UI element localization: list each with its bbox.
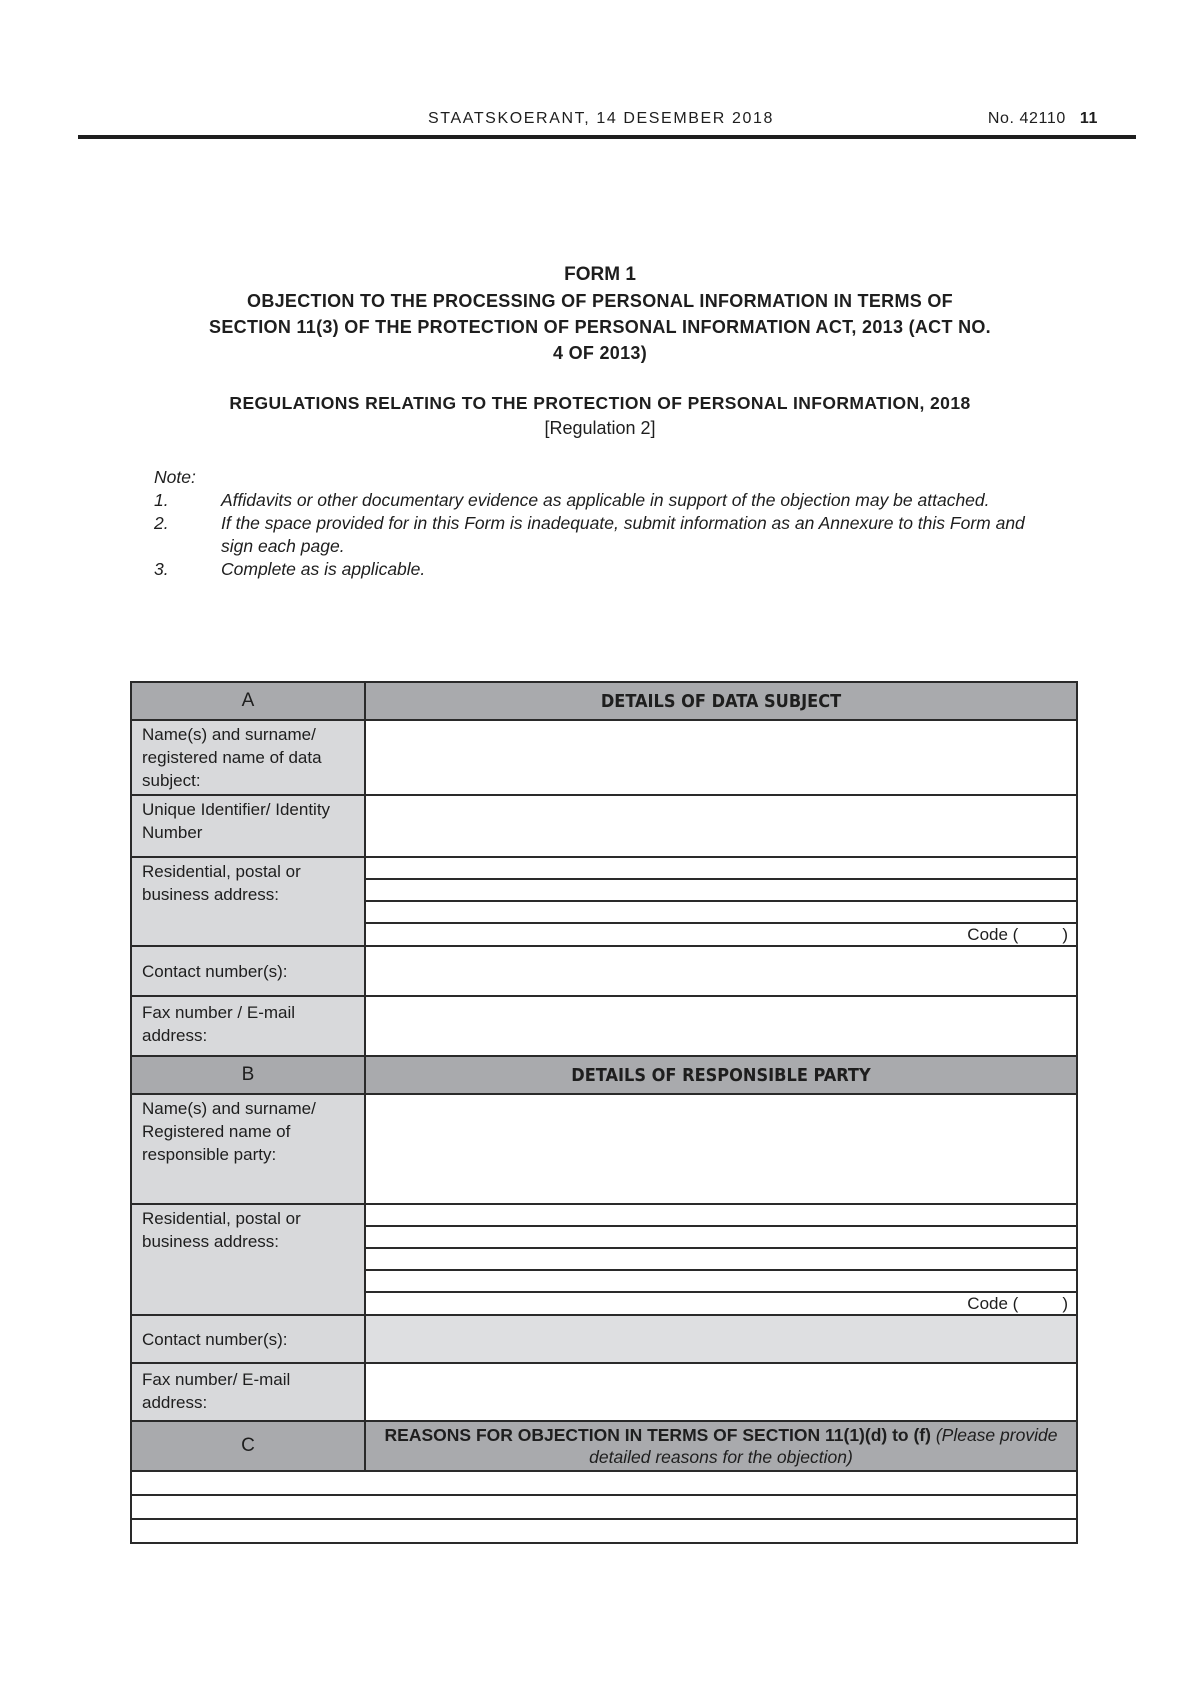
address-line[interactable] xyxy=(366,1271,1076,1293)
section-c-heading-text: REASONS FOR OBJECTION IN TERMS OF SECTION 11(1)(d) to (f) xyxy=(384,1425,931,1445)
note-text: Complete as is applicable. xyxy=(221,559,426,579)
responsible-party-fax-label: Fax number/ E-mail address: xyxy=(131,1363,365,1421)
postal-code-field[interactable] xyxy=(366,1293,1076,1314)
code-close: ) xyxy=(1062,925,1068,944)
form-title-block xyxy=(140,262,1060,440)
gazette-header xyxy=(78,108,1136,138)
reasons-field[interactable] xyxy=(131,1471,1077,1543)
section-c-letter: C xyxy=(131,1421,365,1471)
section-b-heading: DETAILS OF RESPONSIBLE PARTY xyxy=(365,1056,1077,1094)
responsible-party-address-label: Residential, postal or business address: xyxy=(131,1204,365,1315)
address-line[interactable] xyxy=(366,1205,1076,1227)
gazette-issue xyxy=(988,110,1098,128)
note-item xyxy=(154,558,1054,581)
code-close: ) xyxy=(1062,1294,1068,1313)
reason-line[interactable] xyxy=(132,1520,1076,1542)
data-subject-id-field[interactable] xyxy=(365,795,1077,857)
responsible-party-contact-row xyxy=(131,1315,1077,1363)
section-b-header xyxy=(131,1056,1077,1094)
form-number: FORM 1 xyxy=(564,264,636,285)
notes-heading: Note: xyxy=(154,467,196,487)
note-text: If the space provided for in this Form is inadequate, submit information as an Annexure to this Form and sign each page. xyxy=(221,513,1025,556)
postal-code-field[interactable] xyxy=(366,924,1076,945)
code-label: Code ( xyxy=(967,925,1019,944)
address-line[interactable] xyxy=(366,880,1076,902)
responsible-party-fax-field[interactable] xyxy=(365,1363,1077,1421)
page-number: 11 xyxy=(1079,110,1098,127)
note-number: 1. xyxy=(154,490,169,510)
regulation-reference: [Regulation 2] xyxy=(544,418,656,438)
section-a-heading: DETAILS OF DATA SUBJECT xyxy=(365,682,1077,720)
data-subject-contact-row xyxy=(131,946,1077,996)
section-a-header xyxy=(131,682,1077,720)
data-subject-name-field[interactable] xyxy=(365,720,1077,795)
data-subject-fax-row xyxy=(131,996,1077,1056)
regulations-title: REGULATIONS RELATING TO THE PROTECTION OF PERSONAL INFORMATION, 2018 xyxy=(229,393,971,413)
responsible-party-contact-field[interactable] xyxy=(365,1315,1077,1363)
address-line[interactable] xyxy=(366,1249,1076,1271)
note-item xyxy=(154,489,1054,512)
responsible-party-name-field[interactable] xyxy=(365,1094,1077,1204)
section-b-letter: B xyxy=(131,1056,365,1094)
gazette-number: No. 42110 xyxy=(987,110,1066,127)
note-number: 2. xyxy=(154,513,169,533)
note-text: Affidavits or other documentary evidence as applicable in support of the objection may be attached. xyxy=(221,490,990,510)
data-subject-fax-field[interactable] xyxy=(365,996,1077,1056)
data-subject-name-row xyxy=(131,720,1077,795)
data-subject-contact-field[interactable] xyxy=(365,946,1077,996)
responsible-party-address-field[interactable] xyxy=(365,1204,1077,1315)
address-line[interactable] xyxy=(366,858,1076,880)
responsible-party-name-label: Name(s) and surname/ Registered name of responsible party: xyxy=(131,1094,365,1204)
responsible-party-contact-label: Contact number(s): xyxy=(131,1315,365,1363)
data-subject-fax-label: Fax number / E-mail address: xyxy=(131,996,365,1056)
data-subject-name-label: Name(s) and surname/ registered name of data subject: xyxy=(131,720,365,795)
notes xyxy=(154,466,1054,581)
objection-form-table xyxy=(130,681,1078,1544)
data-subject-id-label: Unique Identifier/ Identity Number xyxy=(131,795,365,857)
note-number: 3. xyxy=(154,559,169,579)
data-subject-contact-label: Contact number(s): xyxy=(131,946,365,996)
reason-line[interactable] xyxy=(132,1472,1076,1496)
section-c-heading xyxy=(365,1421,1077,1471)
note-item xyxy=(154,512,1054,558)
data-subject-address-field[interactable] xyxy=(365,857,1077,946)
header-rule xyxy=(78,135,1136,139)
address-line[interactable] xyxy=(366,902,1076,924)
section-c-heading-note: (Please provide detailed reasons for the objection) xyxy=(589,1425,1058,1467)
responsible-party-name-row xyxy=(131,1094,1077,1204)
form-title-line-2: SECTION 11(3) OF THE PROTECTION OF PERSONAL INFORMATION ACT, 2013 (ACT NO. xyxy=(209,317,991,337)
address-line[interactable] xyxy=(366,1227,1076,1249)
data-subject-id-row xyxy=(131,795,1077,857)
data-subject-address-row xyxy=(131,857,1077,946)
form-title-line-1: OBJECTION TO THE PROCESSING OF PERSONAL INFORMATION IN TERMS OF xyxy=(247,291,953,311)
reasons-row xyxy=(131,1471,1077,1543)
responsible-party-address-row xyxy=(131,1204,1077,1315)
gazette-title: STAATSKOERANT, 14 DESEMBER 2018 xyxy=(428,110,774,127)
section-c-header xyxy=(131,1421,1077,1471)
form-title-line-3: 4 OF 2013) xyxy=(552,343,648,363)
code-label: Code ( xyxy=(967,1294,1019,1313)
section-a-letter: A xyxy=(131,682,365,720)
responsible-party-fax-row xyxy=(131,1363,1077,1421)
reason-line[interactable] xyxy=(132,1496,1076,1520)
data-subject-address-label: Residential, postal or business address: xyxy=(131,857,365,946)
